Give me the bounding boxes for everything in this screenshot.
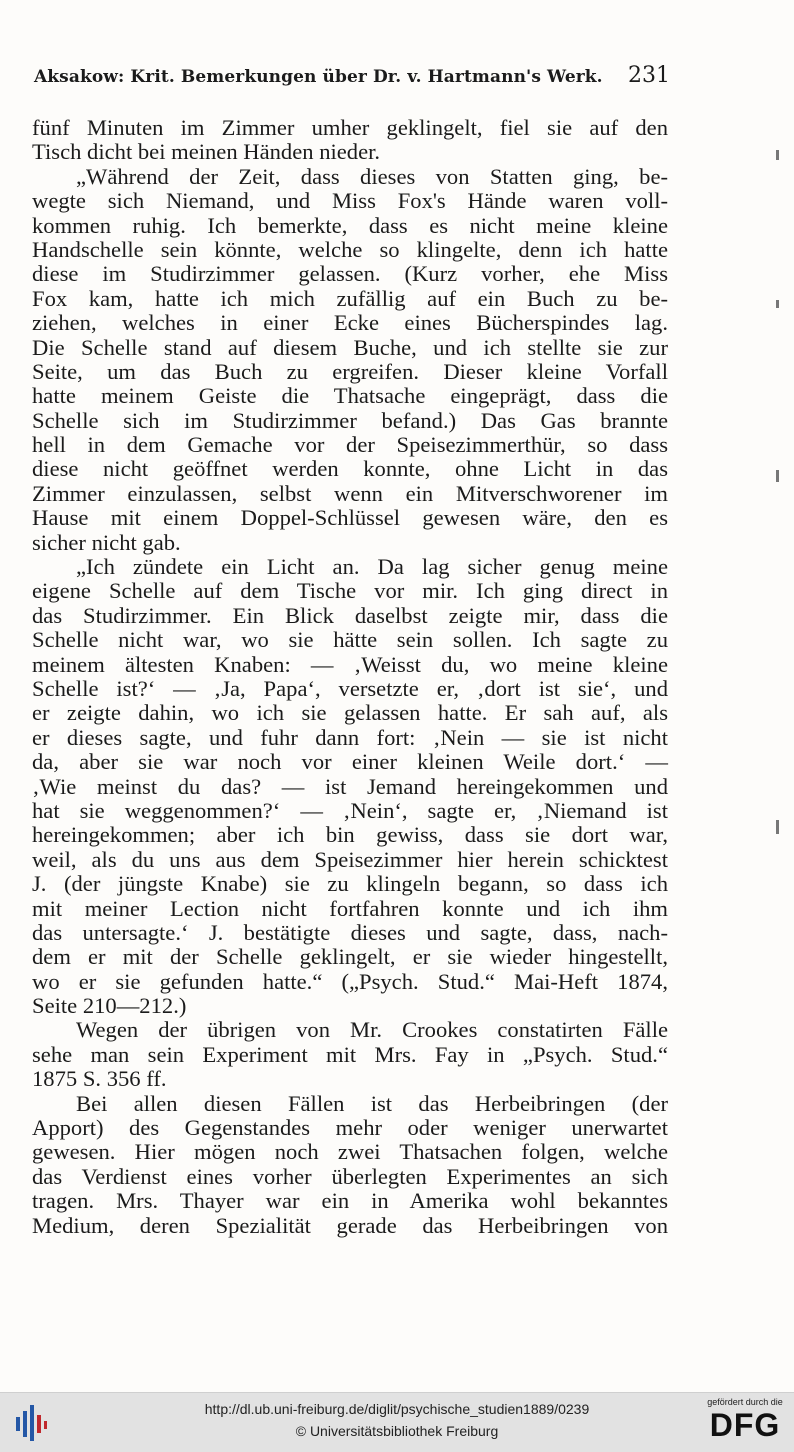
text-line: hell in dem Gemache vor der Speisezimmerthür, so dass	[32, 432, 668, 458]
text-line: 1875 S. 356 ff.	[32, 1066, 167, 1092]
text-line: fünf Minuten im Zimmer umher geklingelt, fiel sie auf den	[32, 115, 668, 140]
margin-mark	[776, 300, 779, 308]
margin-mark	[776, 150, 779, 160]
text-line: Bei allen diesen Fällen ist das Herbeibringen (der	[76, 1090, 668, 1116]
text-line: mit meiner Lection nicht fortfahren konnte und ich ihm	[32, 895, 668, 921]
margin-mark	[776, 470, 779, 482]
text-line: Schelle sich im Studirzimmer befand.) Das Gas brannte	[32, 407, 668, 433]
text-line: wegte sich Niemand, und Miss Fox's Hände waren voll-	[32, 188, 668, 214]
text-line: Schelle nicht war, wo sie hätte sein sollen. Ich sagte zu	[32, 627, 668, 653]
dfg-tagline: gefördert durch die	[707, 1397, 783, 1407]
document-url[interactable]: http://dl.ub.uni-freiburg.de/diglit/psychische_studien1889/0239	[204, 1401, 590, 1417]
text-line: meinem ältesten Knaben: — ‚Weisst du, wo meine kleine	[32, 651, 668, 677]
text-line: Zimmer einzulassen, selbst wenn ein Mitverschworener im	[32, 480, 668, 506]
text-line: Schelle ist?‘ — ‚Ja, Papa‘, versetzte er, ‚dort ist sie‘, und	[32, 675, 668, 701]
text-line: Medium, deren Spezialität gerade das Herbeibringen von	[32, 1212, 668, 1238]
text-line: das untersagte.‘ J. bestätigte dieses und sagte, dass, nach-	[32, 919, 668, 945]
header-title: Aksakow: Krit. Bemerkungen über Dr. v. Hartmann's Werk.	[34, 67, 603, 87]
text-line: diese im Studirzimmer gelassen. (Kurz vorher, ehe Miss	[32, 261, 668, 287]
text-line: ‚Wie meinst du das? — ist Jemand hereingekommen und	[32, 773, 668, 799]
margin-mark	[776, 820, 779, 834]
text-line: er zeigte dahin, wo ich sie gelassen hatte. Er sah auf, als	[32, 700, 668, 726]
text-line: „Ich zündete ein Licht an. Da lag sicher genug meine	[76, 554, 668, 580]
text-line: Die Schelle stand auf diesem Buche, und ich stellte sie zur	[32, 334, 668, 360]
text-line: hatte meinem Geiste die Thatsache eingeprägt, dass die	[32, 383, 668, 409]
text-line: das Studirzimmer. Ein Blick daselbst zeigte mir, dass die	[32, 602, 668, 628]
text-line: diese nicht geöffnet werden konnte, ohne Licht in das	[32, 456, 668, 482]
running-header	[34, 63, 670, 93]
text-line: da, aber sie war noch vor einer kleinen Weile dort.‘ —	[32, 749, 668, 775]
body-text	[32, 116, 668, 1238]
text-line: Seite, um das Buch zu ergreifen. Dieser kleine Vorfall	[32, 358, 668, 384]
text-line: Hause mit einem Doppel-Schlüssel gewesen wäre, den es	[32, 505, 668, 531]
footer-bar	[0, 1392, 794, 1452]
text-line: Tisch dicht bei meinen Händen nieder.	[32, 139, 381, 165]
text-line: hat sie weggenommen?‘ — ‚Nein‘, sagte er, ‚Niemand ist	[32, 797, 668, 823]
text-line: er dieses sagte, und fuhr dann fort: ‚Nein — sie ist nicht	[32, 724, 668, 750]
text-line: J. (der jüngste Knabe) sie zu klingeln begann, so dass ich	[32, 871, 668, 897]
text-line: weil, als du uns aus dem Speisezimmer hier herein schicktest	[32, 846, 668, 872]
text-line: Handschelle sein könnte, welche so klingelte, denn ich hatte	[32, 236, 668, 262]
text-line: „Während der Zeit, dass dieses von Statten ging, be-	[76, 163, 668, 189]
text-line: Seite 210—212.)	[32, 993, 187, 1019]
text-line: gewesen. Hier mögen noch zwei Thatsachen folgen, welche	[32, 1139, 668, 1165]
text-line: Apport) des Gegenstandes mehr oder weniger unerwartet	[32, 1115, 668, 1141]
text-line: sicher nicht gab.	[32, 529, 181, 555]
copyright-notice: © Universitätsbibliothek Freiburg	[295, 1423, 499, 1439]
text-line: kommen ruhig. Ich bemerkte, dass es nicht meine kleine	[32, 212, 668, 238]
text-line: das Verdienst eines vorher überlegten Experimentes an sich	[32, 1163, 668, 1189]
text-line: ziehen, welches in einer Ecke eines Bücherspindes lag.	[32, 310, 668, 336]
text-line: sehe man sein Experiment mit Mrs. Fay in „Psych. Stud.“	[32, 1041, 668, 1067]
text-line: eigene Schelle auf dem Tische vor mir. Ich ging direct in	[32, 578, 668, 604]
text-line: Wegen der übrigen von Mr. Crookes constatirten Fälle	[76, 1017, 668, 1043]
text-line: Fox kam, hatte ich mich zufällig auf ein Buch zu be-	[32, 285, 668, 311]
text-line: dem er mit der Schelle geklingelt, er sie wieder hingestellt,	[32, 944, 668, 970]
dfg-logo	[702, 1397, 788, 1449]
text-line: hereingekommen; aber ich bin gewiss, dass sie dort war,	[32, 822, 668, 848]
text-line: wo er sie gefunden hatte.“ („Psych. Stud.“ Mai-Heft 1874,	[32, 968, 668, 994]
text-line: tragen. Mrs. Thayer war ein in Amerika wohl bekanntes	[32, 1188, 668, 1214]
page-number: 231	[628, 63, 670, 88]
dfg-logo-text: DFG	[709, 1407, 781, 1443]
